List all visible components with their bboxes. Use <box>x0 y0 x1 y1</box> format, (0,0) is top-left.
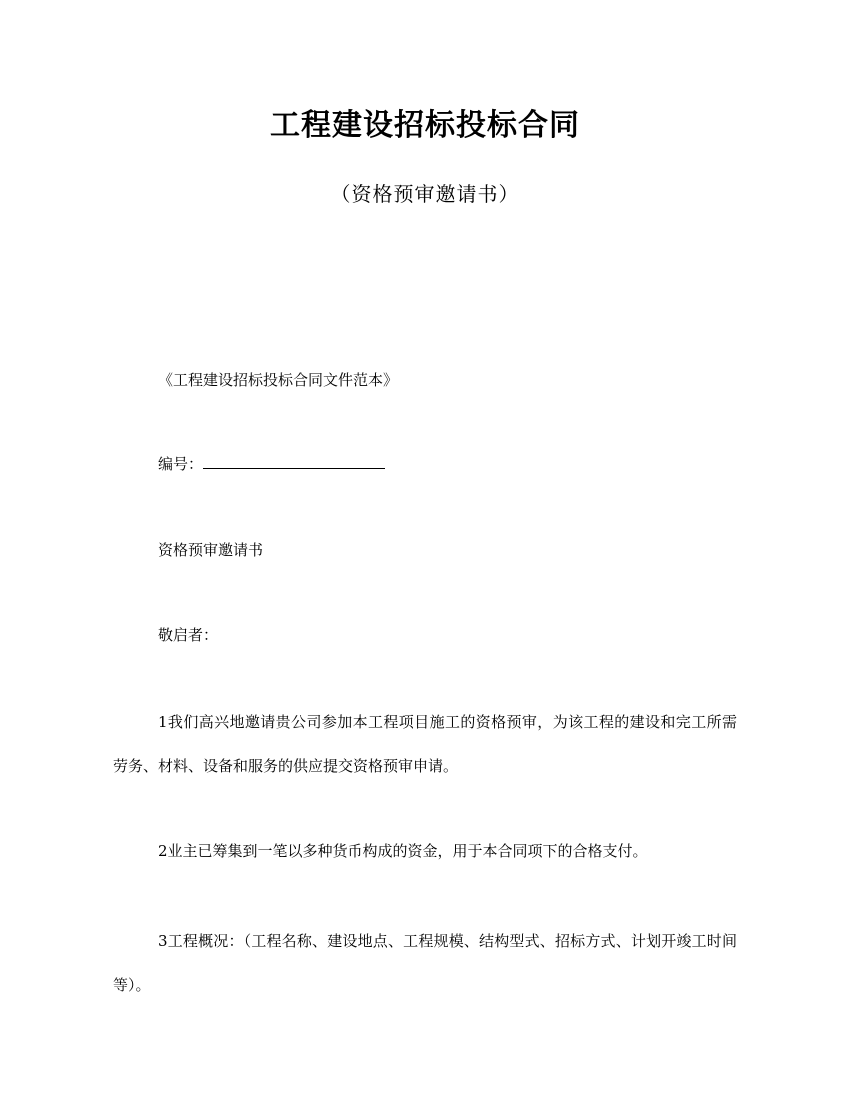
section-heading: 资格预审邀请书 <box>158 541 264 559</box>
number-line <box>113 442 737 486</box>
document-title: 工程建设招标投标合同 <box>270 108 580 143</box>
number-label: 编号： <box>158 455 204 473</box>
template-name: 《工程建设招标投标合同文件范本》 <box>158 371 399 389</box>
paragraph-item-1: 1我们高兴地邀请贵公司参加本工程项目施工的资格预审，为该工程的建设和完工所需劳务、材料、设备和服务的供应提交资格预审申请。 <box>113 713 737 775</box>
salutation: 敬启者： <box>158 626 219 644</box>
document-subtitle: （资格预审邀请书） <box>330 182 520 206</box>
paragraph-item-2: 2业主已筹集到一笔以多种货币构成的资金，用于本合同项下的合格支付。 <box>158 842 648 860</box>
paragraph-item-3: 3工程概况：（工程名称、建设地点、工程规模、结构型式、招标方式、计划开竣工时间等）。 <box>113 932 737 994</box>
number-blank-field <box>203 454 385 469</box>
